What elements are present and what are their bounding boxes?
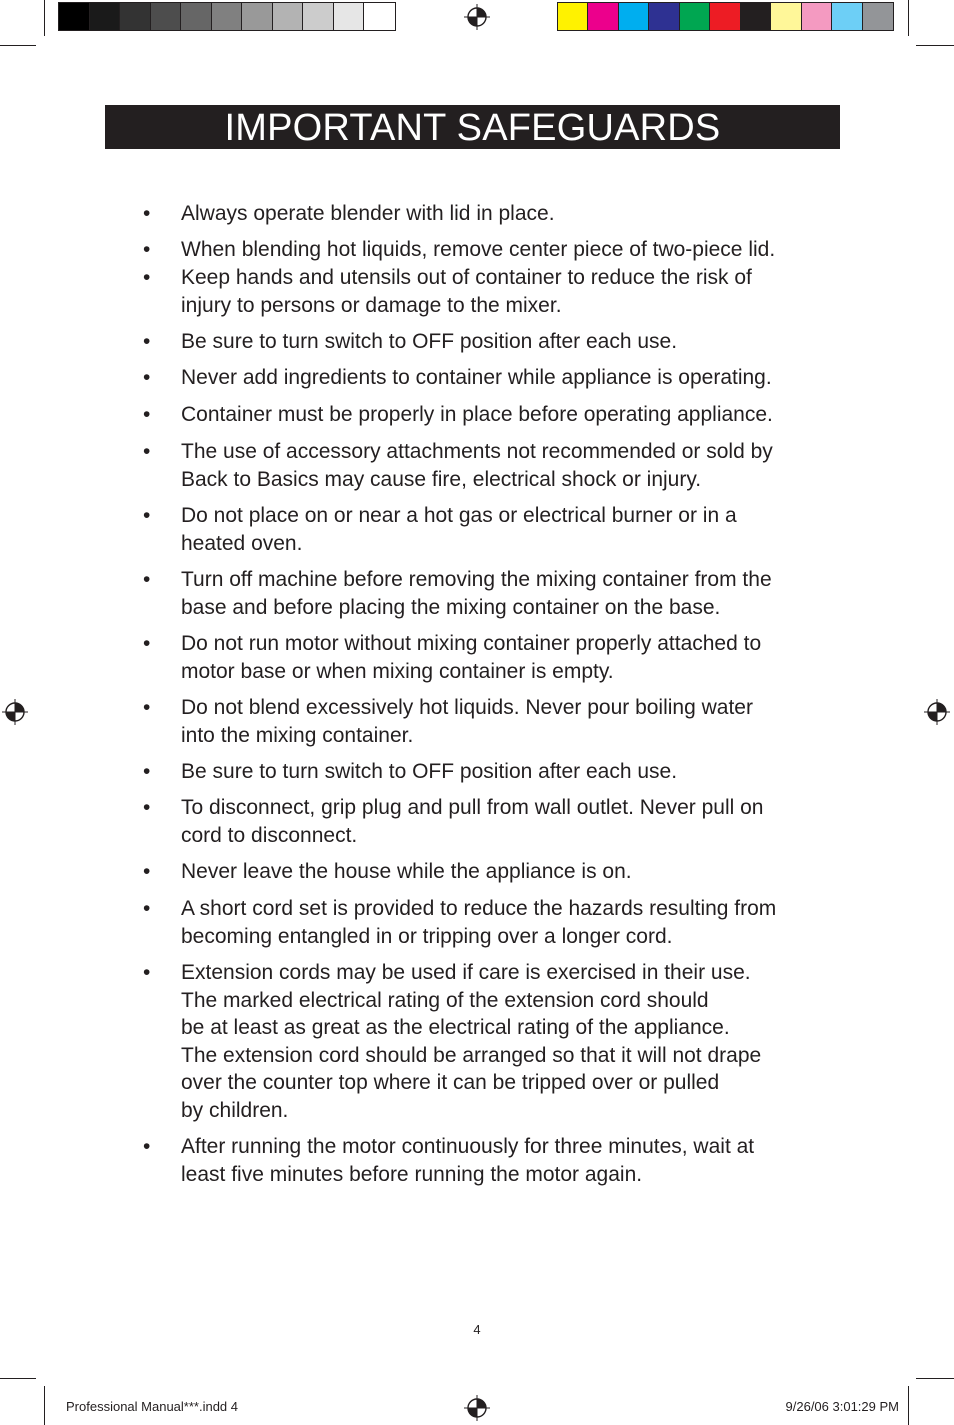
- list-item-line: After running the motor continuously for three minutes, wait at: [181, 1135, 755, 1158]
- registration-mark-icon: [924, 699, 950, 725]
- list-item-text: [181, 264, 851, 319]
- color-swatch: [649, 3, 679, 30]
- list-item-text: [181, 566, 851, 621]
- list-item-line: be at least as great as the electrical rating of the appliance.: [181, 1016, 730, 1039]
- list-item-line: To disconnect, grip plug and pull from wall outlet. Never pull on: [181, 796, 764, 819]
- list-item-line: Always operate blender with lid in place.: [181, 202, 555, 225]
- list-item-line: heated oven.: [181, 531, 303, 555]
- crop-mark: [0, 45, 36, 46]
- list-item-line: by children.: [181, 1098, 289, 1122]
- list-item-line: The marked electrical rating of the extension cord should: [181, 988, 709, 1012]
- registration-mark-icon: [2, 699, 28, 725]
- gray-swatch: [120, 3, 151, 30]
- list-item-text: [181, 328, 851, 356]
- gray-swatch: [334, 3, 365, 30]
- bullet-glyph: •: [143, 366, 151, 389]
- gray-swatch: [90, 3, 121, 30]
- list-item-line: Extension cords may be used if care is exercised in their use.: [181, 961, 751, 984]
- list-item-text: [181, 630, 851, 685]
- gray-swatch: [303, 3, 334, 30]
- list-item-line: Do not run motor without mixing container properly attached to: [181, 632, 762, 655]
- color-swatch: [802, 3, 832, 30]
- bullet-glyph: •: [143, 504, 151, 527]
- bullet-glyph: •: [143, 897, 151, 920]
- list-item-line: Do not blend excessively hot liquids. Never pour boiling water: [181, 696, 753, 719]
- crop-mark: [916, 45, 954, 46]
- color-swatch: [619, 3, 649, 30]
- bullet-glyph: •: [143, 796, 151, 819]
- bullet-glyph: •: [143, 330, 151, 353]
- list-item-line: Never leave the house while the appliance is on.: [181, 860, 632, 883]
- list-item-line: motor base or when mixing container is empty.: [181, 659, 614, 683]
- list-item-line: The extension cord should be arranged so that it will not drape: [181, 1043, 762, 1067]
- gray-swatch: [242, 3, 273, 30]
- list-item-line: becoming entangled in or tripping over a longer cord.: [181, 924, 673, 948]
- list-item-line: A short cord set is provided to reduce the hazards resulting from: [181, 897, 777, 920]
- crop-mark: [44, 0, 45, 36]
- list-item-text: [181, 895, 851, 950]
- list-item-line: base and before placing the mixing container on the base.: [181, 595, 721, 619]
- list-item-text: [181, 438, 851, 493]
- list-item-line: over the counter top where it can be tripped over or pulled: [181, 1071, 720, 1094]
- list-item-text: [181, 502, 851, 557]
- gray-swatch: [273, 3, 304, 30]
- list-item-text: [181, 794, 851, 849]
- bullet-glyph: •: [143, 403, 151, 426]
- footer-filename: Professional Manual***.indd 4: [66, 1399, 238, 1414]
- list-item-line: least five minutes before running the motor again.: [181, 1162, 643, 1186]
- list-item-text: [181, 758, 851, 786]
- gray-swatch: [181, 3, 212, 30]
- color-swatch: [588, 3, 618, 30]
- list-item-line: Do not place on or near a hot gas or electrical burner or in a: [181, 504, 737, 527]
- list-item-line: The use of accessory attachments not recommended or sold by: [181, 440, 773, 463]
- footer-timestamp: 9/26/06 3:01:29 PM: [785, 1399, 899, 1414]
- color-swatch: [863, 3, 893, 30]
- list-item-text: [181, 959, 851, 1124]
- list-item-line: Turn off machine before removing the mixing container from the: [181, 568, 772, 591]
- bullet-glyph: •: [143, 961, 151, 984]
- bullet-glyph: •: [143, 266, 151, 289]
- list-item-line: into the mixing container.: [181, 723, 414, 747]
- color-calibration-bar: [557, 2, 894, 31]
- list-item-text: [181, 364, 851, 392]
- color-swatch: [680, 3, 710, 30]
- registration-mark-icon: [464, 4, 490, 30]
- registration-mark-icon: [464, 1395, 490, 1421]
- gray-swatch: [364, 3, 395, 30]
- crop-mark: [908, 0, 909, 36]
- grayscale-calibration-bar: [58, 2, 396, 31]
- color-swatch: [558, 3, 588, 30]
- bullet-glyph: •: [143, 860, 151, 883]
- color-swatch: [741, 3, 771, 30]
- list-item-line: injury to persons or damage to the mixer.: [181, 293, 562, 317]
- crop-mark: [908, 1386, 909, 1425]
- bullet-glyph: •: [143, 696, 151, 719]
- gray-swatch: [151, 3, 182, 30]
- crop-mark: [44, 1386, 45, 1425]
- list-item-line: Be sure to turn switch to OFF position after each use.: [181, 330, 678, 353]
- crop-mark: [0, 1378, 36, 1379]
- bullet-glyph: •: [143, 760, 151, 783]
- list-item-text: [181, 858, 851, 886]
- bullet-glyph: •: [143, 238, 151, 261]
- list-item-text: [181, 694, 851, 749]
- gray-swatch: [212, 3, 243, 30]
- list-item-text: [181, 1133, 851, 1188]
- list-item-line: Back to Basics may cause fire, electrical shock or injury.: [181, 467, 702, 491]
- list-item-text: [181, 401, 851, 429]
- bullet-glyph: •: [143, 632, 151, 655]
- list-item-line: Be sure to turn switch to OFF position after each use.: [181, 760, 678, 783]
- list-item-text: [181, 200, 851, 228]
- bullet-glyph: •: [143, 568, 151, 591]
- list-item-line: Never add ingredients to container while appliance is operating.: [181, 366, 772, 389]
- list-item-line: When blending hot liquids, remove center piece of two-piece lid.: [181, 238, 776, 261]
- bullet-glyph: •: [143, 1135, 151, 1158]
- list-item-text: [181, 236, 851, 264]
- bullet-glyph: •: [143, 440, 151, 463]
- page-title: IMPORTANT SAFEGUARDS: [105, 105, 840, 149]
- page-number: 4: [473, 1322, 481, 1337]
- color-swatch: [710, 3, 740, 30]
- color-swatch: [771, 3, 801, 30]
- bullet-glyph: •: [143, 202, 151, 225]
- crop-mark: [916, 1378, 954, 1379]
- list-item-line: Container must be properly in place before operating appliance.: [181, 403, 773, 426]
- list-item-line: Keep hands and utensils out of container to reduce the risk of: [181, 266, 752, 289]
- list-item-line: cord to disconnect.: [181, 823, 358, 847]
- color-swatch: [832, 3, 862, 30]
- gray-swatch: [59, 3, 90, 30]
